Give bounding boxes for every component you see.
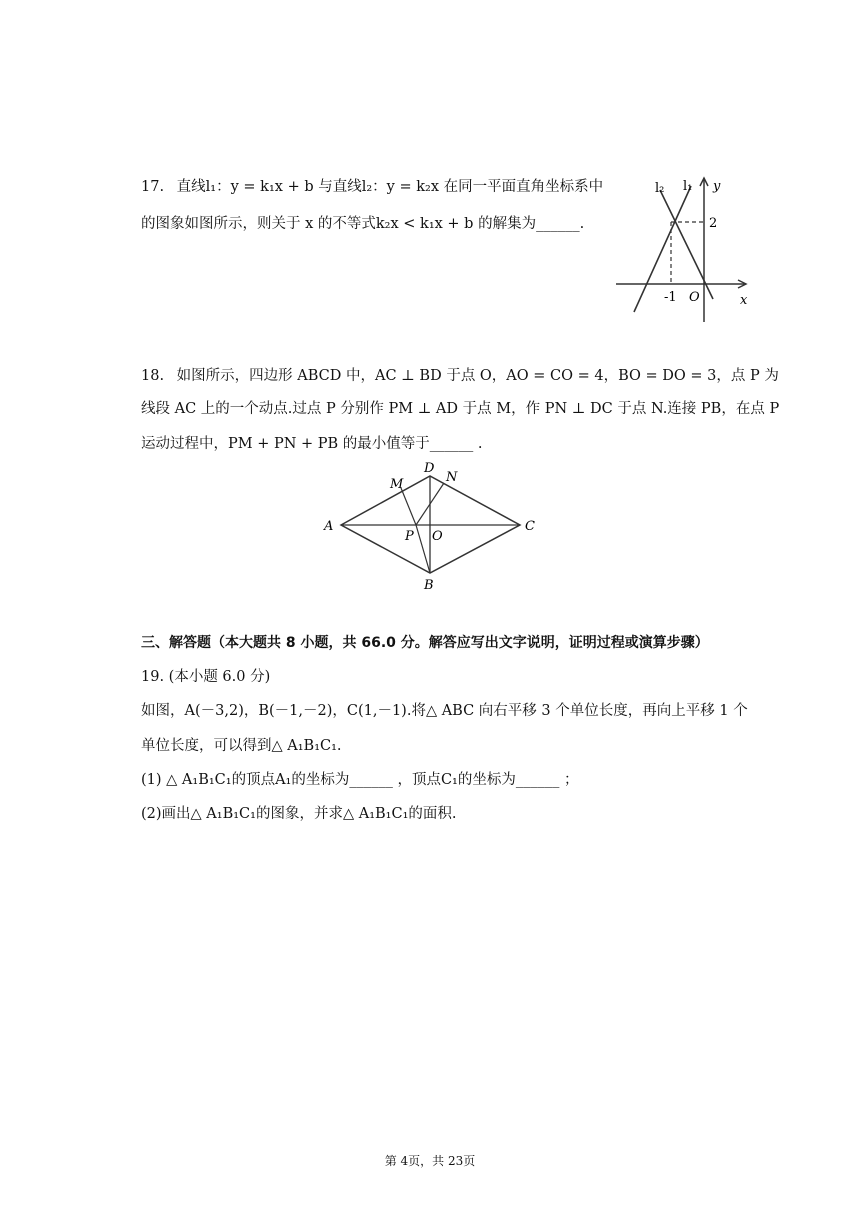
q18-label-C: C: [525, 519, 535, 534]
q17-line-l2: [660, 190, 713, 299]
q17-label-y: y: [713, 179, 721, 194]
q18-line3: [141, 431, 483, 458]
q19-line1: 如图，A(－3,2)，B(－1,－2)，C(1,－1).将△ ABC 向右平移 3 个单位长度，再向上平移 1 个: [141, 703, 748, 719]
q17-line-l1: [634, 186, 691, 312]
section3-heading: 三、解答题（本大题共 8 小题，共 66.0 分。解答应写出文字说明，证明过程或演算步骤）: [141, 635, 709, 651]
q18-label-A: A: [324, 519, 334, 534]
q17-line1: [141, 174, 603, 201]
q18-label-B: B: [424, 578, 434, 593]
q18-label-N: N: [446, 470, 458, 485]
q17-number: 17.: [141, 179, 165, 195]
q19-part1: (1) △ A₁B₁C₁的顶点A₁的坐标为______ ，顶点C₁的坐标为______ ；: [141, 772, 579, 788]
q18-segment-pm: [401, 488, 416, 525]
q18-line1: [141, 363, 779, 390]
q17-text-line1: 直线l₁：y = k₁x + b 与直线l₂：y = k₂x 在同一平面直角坐标系中: [176, 179, 604, 195]
q18-text-line2: 线段 AC 上的一个动点.过点 P 分别作 PM ⊥ AD 于点 M，作 PN ⊥ DC 于点 N.连接 PB，在点 P: [141, 401, 780, 417]
q18-label-D: D: [424, 461, 435, 476]
q17-label-l2: l₂: [655, 181, 665, 196]
q18-label-P: P: [405, 529, 414, 544]
q17-label-x: x: [740, 293, 748, 308]
q17-label-neg1: -1: [664, 290, 677, 305]
q18-text-line3: 运动过程中，PM + PN + PB 的最小值等于______ .: [141, 436, 483, 452]
q17-text-line2: 的图象如图所示，则关于 x 的不等式k₂x < k₁x + b 的解集为______.: [141, 216, 585, 232]
q19-part2: (2)画出△ A₁B₁C₁的图象，并求△ A₁B₁C₁的面积.: [141, 806, 457, 822]
page-footer: 第 4页，共 23页: [384, 1154, 476, 1168]
q18-text-line1: 如图所示，四边形 ABCD 中，AC ⊥ BD 于点 O，AO = CO = 4，BO = DO = 3，点 P 为: [176, 368, 779, 384]
q18-figure: [318, 458, 548, 593]
q19-line2: 单位长度，可以得到△ A₁B₁C₁.: [141, 738, 342, 754]
q19-number-line: 19. (本小题 6.0 分): [141, 669, 271, 685]
q17-line2: [141, 211, 584, 238]
q17-graph: [612, 172, 762, 327]
q17-label-l1: l₁: [683, 179, 693, 194]
q18-line2: [141, 396, 779, 423]
q17-label-2: 2: [709, 216, 718, 231]
q17-label-O: O: [689, 290, 700, 305]
q18-label-O: O: [432, 529, 443, 544]
q18-label-M: M: [390, 477, 404, 492]
q18-number: 18.: [141, 368, 165, 384]
